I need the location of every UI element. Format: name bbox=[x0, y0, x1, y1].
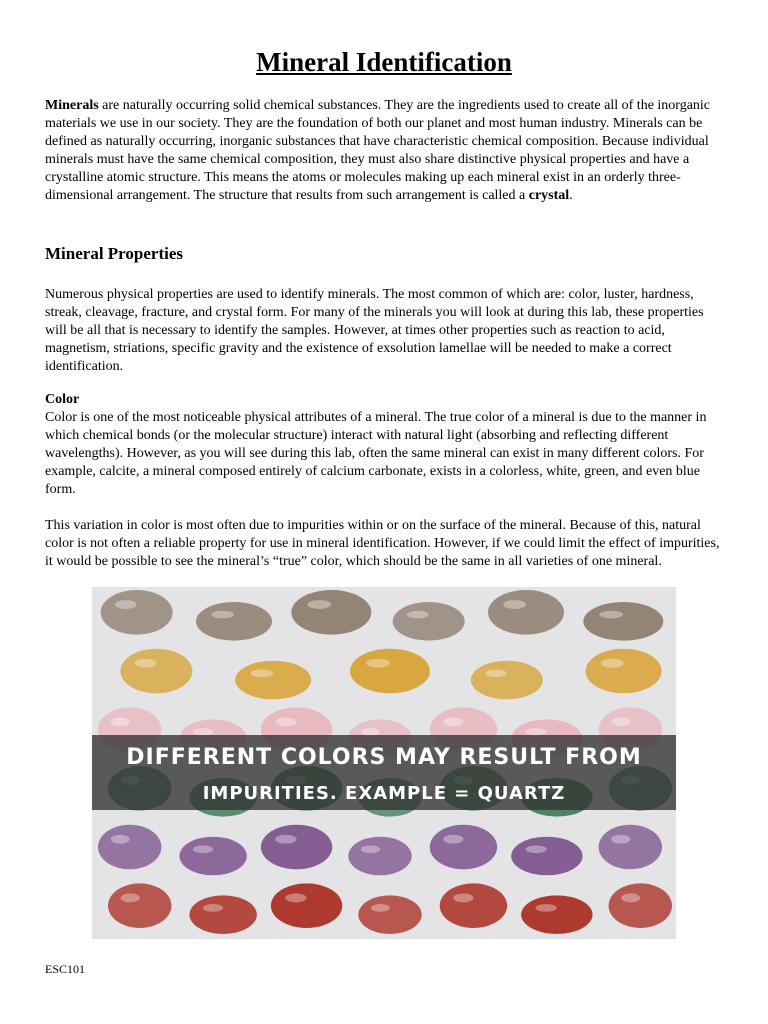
intro-text-1: are naturally occurring solid chemical substances. They are the ingredients used to create all of the inorganic materials we use in our society. They are the foundation of both our planet and most human industry. Minerals can be defined as naturally occurring, inorganic substances that have characteristic chemical composition. Because individual minerals must have the same chemical composition, they must also share distinctive physical properties and have a crystalline atomic structure. This means the atoms or molecules making up each mineral exist in an orderly three-dimensional arrangement. The structure that results from such arrangement is called a bbox=[45, 98, 711, 203]
stone bbox=[488, 590, 564, 635]
stone bbox=[511, 837, 582, 876]
caption-line-1: DIFFERENT COLORS MAY RESULT FROM bbox=[126, 745, 642, 770]
stone bbox=[583, 602, 663, 641]
stone bbox=[271, 883, 342, 928]
intro-paragraph bbox=[45, 97, 727, 205]
caption-line-2: IMPURITIES. EXAMPLE = QUARTZ bbox=[202, 783, 566, 804]
stone-highlight bbox=[599, 611, 623, 619]
intro-bold-term: crystal bbox=[528, 188, 570, 203]
stone-highlight bbox=[366, 659, 390, 668]
stone-highlight bbox=[453, 893, 473, 902]
stone-highlight bbox=[275, 717, 296, 726]
stone-highlight bbox=[621, 893, 640, 902]
stone-highlight bbox=[121, 893, 140, 902]
color-paragraph-2: This variation in color is most often due to impurities within or on the surface of the mineral. Because of this, natural color is not often a reliable property for use in mineral identification. However, if we could limit the effect of impurities, it would be possible to see the mineral’s “true” color, which should be the same in all varieties of one mineral. bbox=[45, 518, 720, 569]
stone bbox=[609, 883, 672, 928]
color-paragraph-1: Color is one of the most noticeable physical attributes of a mineral. The true color of a mineral is due to the manner in which chemical bonds (or the molecular structure) interact with natural light (absorbing and reflecting different wavelengths). However, as you will see during this lab, often the same mineral can exist in many different colors. For example, calcite, a mineral composed entirely of calcium carbonate, exists in a colorless, white, green, and even blue form. bbox=[45, 410, 707, 497]
stone bbox=[358, 895, 421, 934]
stone-highlight bbox=[503, 600, 526, 609]
stone-highlight bbox=[443, 717, 463, 726]
stone bbox=[108, 883, 171, 928]
stone-highlight bbox=[361, 845, 380, 853]
stone-highlight bbox=[211, 611, 234, 619]
stone bbox=[120, 649, 192, 694]
stone bbox=[586, 649, 662, 694]
stone-highlight bbox=[371, 904, 390, 912]
stone bbox=[261, 825, 332, 870]
stone bbox=[393, 602, 465, 641]
stone-highlight bbox=[601, 659, 624, 668]
stone bbox=[189, 895, 256, 934]
quartz-colors-photo bbox=[92, 587, 676, 939]
stone-highlight bbox=[193, 845, 213, 853]
stone-highlight bbox=[535, 904, 556, 912]
color-heading: Color bbox=[45, 392, 80, 407]
stone-highlight bbox=[443, 835, 463, 844]
stone bbox=[235, 661, 311, 700]
stone bbox=[430, 825, 497, 870]
stone bbox=[599, 825, 662, 870]
stone-highlight bbox=[115, 600, 137, 609]
stone bbox=[348, 837, 411, 876]
section-heading-mineral-properties: Mineral Properties bbox=[45, 244, 184, 263]
stone-highlight bbox=[525, 845, 546, 853]
properties-paragraph: Numerous physical properties are used to identify minerals. The most common of which are: color, luster, hardness, streak, cleavage, fracture, and crystal form. For many of the minerals you will look at during this lab, these properties will be all that is necessary to identify the samples. However, at times other properties such as reaction to acid, magnetism, striations, specific gravity and the existence of exsolution lamellae will be needed to make a correct identification. bbox=[45, 287, 704, 374]
stone-highlight bbox=[611, 835, 630, 844]
stone-highlight bbox=[203, 904, 223, 912]
stone bbox=[350, 649, 430, 694]
footer-course-code: ESC101 bbox=[45, 962, 86, 976]
stone bbox=[101, 590, 173, 635]
stone bbox=[98, 825, 161, 870]
stone-highlight bbox=[275, 835, 296, 844]
stone-highlight bbox=[485, 669, 507, 677]
stone bbox=[471, 661, 543, 700]
stone bbox=[196, 602, 272, 641]
page-title: Mineral Identification bbox=[256, 47, 512, 77]
stone-highlight bbox=[111, 835, 130, 844]
stone-highlight bbox=[285, 893, 306, 902]
stone bbox=[179, 837, 246, 876]
stone bbox=[521, 895, 592, 934]
stone-highlight bbox=[135, 659, 157, 668]
stone-highlight bbox=[611, 717, 630, 726]
stone-highlight bbox=[307, 600, 331, 609]
intro-text-2: . bbox=[569, 188, 573, 203]
stone-highlight bbox=[407, 611, 429, 619]
stone-highlight bbox=[111, 717, 130, 726]
stone bbox=[291, 590, 371, 635]
intro-bold-lead: Minerals bbox=[45, 98, 99, 113]
stone bbox=[440, 883, 507, 928]
stone-highlight bbox=[250, 669, 273, 677]
